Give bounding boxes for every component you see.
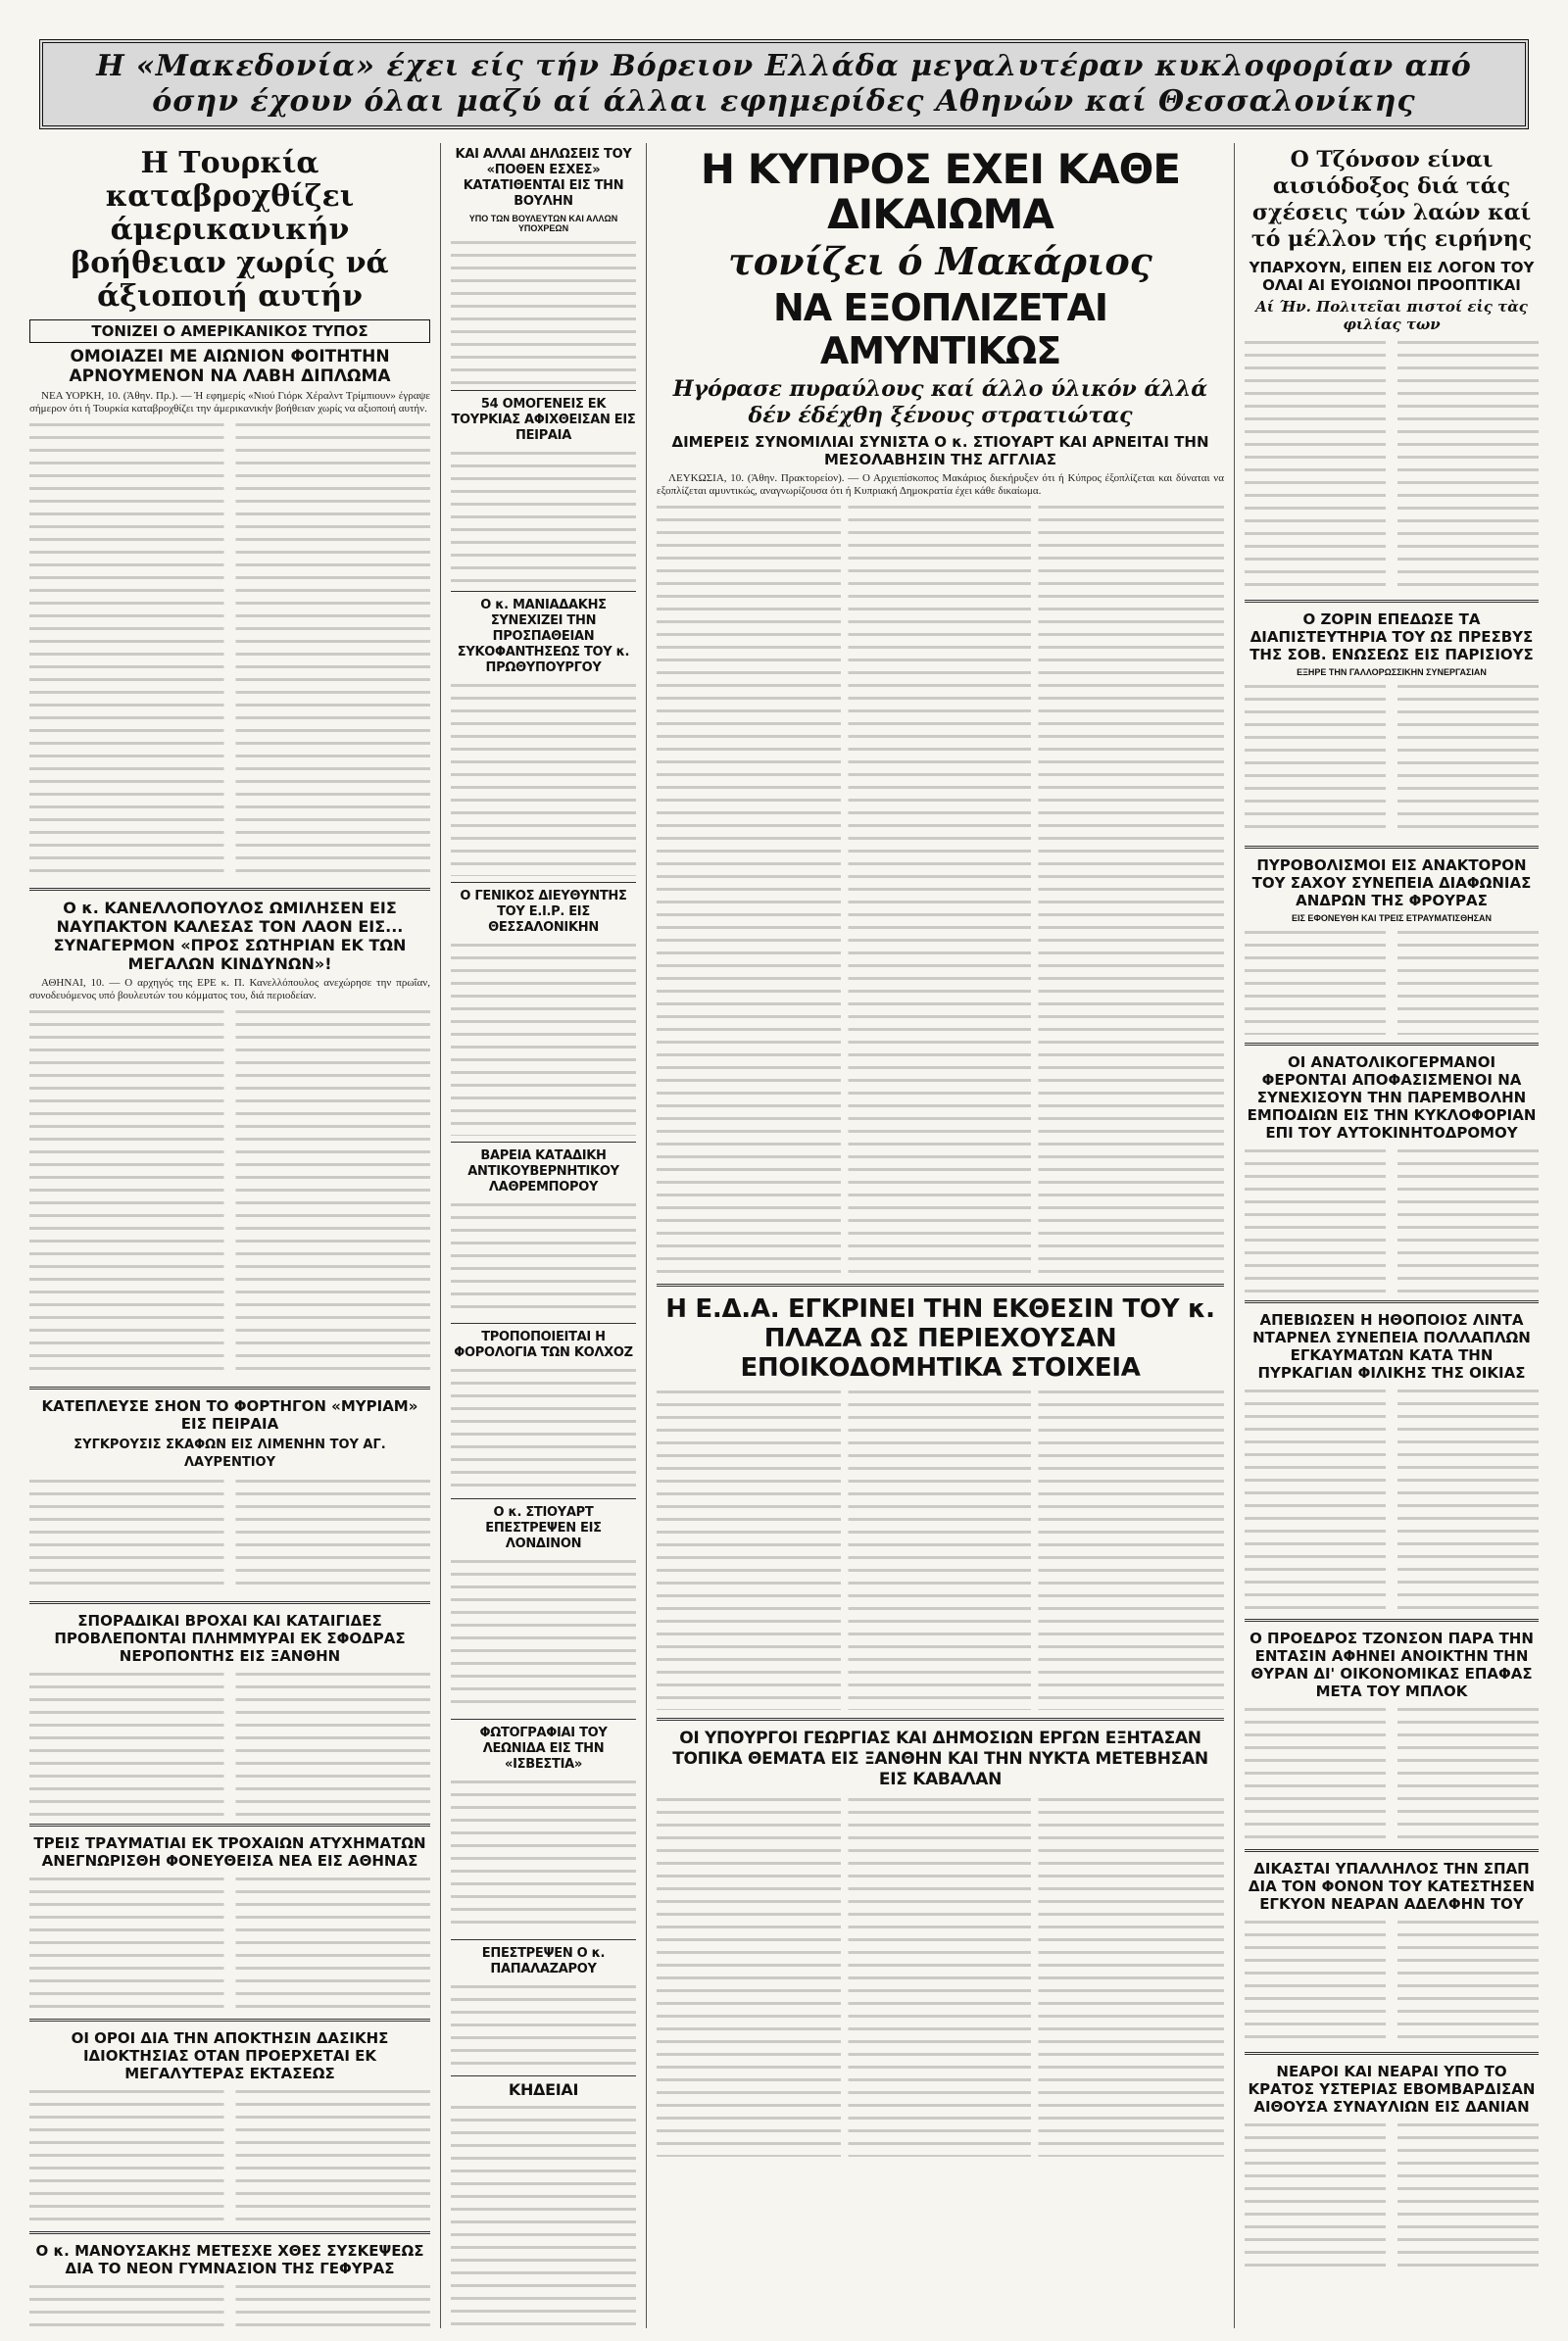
denmark-headline: ΝΕΑΡΟΙ ΚΑΙ ΝΕΑΡΑΙ ΥΠΟ ΤΟ ΚΡΑΤΟΣ ΥΣΤΕΡΙΑΣ ΕΒΟΜΒΑΡΔΙΣΑΝ ΑΙΘΟΥΣΑ ΣΥΝΑΥΛΙΩΝ ΕΙΣ ΔΑΝΙΑΝ	[1248, 2063, 1536, 2116]
col2-article-9-headline: ΕΠΕΣΤΡΕΨΕΝ Ο κ. ΠΑΠΑΛΑΖΑΡΟΥ	[481, 1946, 606, 1976]
trial-body	[1245, 1917, 1539, 2044]
eastgerman-headline: ΟΙ ΑΝΑΤΟΛΙΚΟΓΕΡΜΑΝΟΙ ΦΕΡΟΝΤΑΙ ΑΠΟΦΑΣΙΣΜΕΝΟΙ ΝΑ ΣΥΝΕΧΙΣΟΥΝ ΤΗΝ ΠΑΡΕΜΒΟΛΗΝ ΕΜΠΟΔΙΩΝ ΕΙΣ ΤΗΝ ΚΥΚΛΟΦΟΡΙΑΝ ΕΠΙ ΤΟΥ ΑΥΤΟΚΙΝΗΤΟΔΡΟΜΟΥ	[1247, 1053, 1537, 1142]
col2-article-10-body	[451, 2102, 636, 2328]
johnson-subheadline: ΥΠΑΡΧΟΥΝ, ΕΙΠΕΝ ΕΙΣ ΛΟΓΟΝ ΤΟΥ ΟΛΑΙ ΑΙ ΕΥΟΙΩΝΟΙ ΠΡΟΟΠΤΙΚΑΙ	[1249, 259, 1535, 294]
article-1-body	[29, 419, 430, 880]
article-ministers-headline: ΟΙ ΥΠΟΥΡΓΟΙ ΓΕΩΡΓΙΑΣ ΚΑΙ ΔΗΜΟΣΙΩΝ ΕΡΓΩΝ ΕΞΗΤΑΣΑΝ ΤΟΠΙΚΑ ΘΕΜΑΤΑ ΕΙΣ ΞΑΝΘΗΝ ΚΑΙ ΤΗΝ ΝΥΚΤΑ ΜΕΤΕΒΗΣΑΝ ΕΙΣ ΚΑΒΑΛΑΝ	[672, 1729, 1208, 1789]
col2-article-8-body	[451, 1777, 636, 1933]
article-1-lead-text: ΝΕΑ ΥΟΡΚΗ, 10. (Άθην. Πρ.). — Ή εφημερίς «Νιού Γιόρκ Χέραλντ Τρίμπιουν» έγραψε σήμερον ότι ή Τουρκία καταβροχθίζει την άμερικανικήν βοήθειαν χωρίς να αξιοποιή αυτήν.	[29, 390, 430, 415]
column-4	[1235, 143, 1548, 2328]
col2-article-7-body	[451, 1556, 636, 1713]
col2-article-5-headline: ΒΑΡΕΙΑ ΚΑΤΑΔΙΚΗ ΑΝΤΙΚΟΥΒΕΡΝΗΤΙΚΟΥ ΛΑΘΡΕΜΠΟΡΟΥ	[467, 1148, 619, 1195]
lead-intro	[657, 472, 1224, 498]
johnson-subheadline-2: Αί Ήν. Πολιτεῖαι πιστοί εἰς τὰς φιλίας των	[1255, 298, 1528, 333]
shah-body	[1245, 927, 1539, 1035]
denmark-body	[1245, 2120, 1539, 2267]
article-3-headline: ΚΑΤΕΠΛΕΥΣΕ ΣΗΟΝ ΤΟ ΦΟΡΤΗΓΟΝ «ΜΥΡΙΑΜ» ΕΙΣ ΠΕΙΡΑΙΑ	[41, 1397, 418, 1433]
lead-intro-text: ΛΕΥΚΩΣΙΑ, 10. (Άθην. Πρακτορείον). — Ο Αρχιεπίσκοπος Μακάριος διεκήρυξεν ότι ή Κύπρος έξοπλίζεται και δύναται να εξοπλίζεται αμυντικώς, αναγνωρίζουσα ότι ή Κυπριακή Δημοκρατία έχει κάθε δικαίωμα.	[657, 472, 1224, 497]
article-8-body	[29, 2281, 430, 2328]
article-1-headline: Η Τουρκία καταβροχθίζει άμερικανικήν βοήθειαν χωρίς νά άξιοποιή αυτήν	[71, 146, 389, 314]
column-1	[20, 143, 441, 2328]
darnell-headline: ΑΠΕΒΙΩΣΕΝ Η ΗΘΟΠΟΙΟΣ ΛΙΝΤΑ ΝΤΑΡΝΕΛ ΣΥΝΕΠΕΙΑ ΠΟΛΛΑΠΛΩΝ ΕΓΚΑΥΜΑΤΩΝ ΚΑΤΑ ΤΗΝ ΠΥΡΚΑΓΙΑΝ ΦΙΛΙΚΗΣ ΤΗΣ ΟΙΚΙΑΣ	[1252, 1311, 1531, 1382]
masthead-banner: Η «Μακεδονία» έχει είς τήν Βόρειον Ελλάδα μεγαλυτέραν κυκλοφορίαν από όσην έχουν όλαι μαζύ αί άλλαι εφημερίδες Αθηνών καί Θεσσαλονίκης	[39, 39, 1529, 129]
col2-article-3-headline: Ο κ. ΜΑΝΙΑΔΑΚΗΣ ΣΥΝΕΧΙΖΕΙ ΤΗΝ ΠΡΟΣΠΑΘΕΙΑΝ ΣΥΚΟΦΑΝΤΗΣΕΩΣ ΤΟΥ κ. ΠΡΩΘΥΠΟΥΡΓΟΥ	[457, 598, 630, 675]
shah-subheadline: ΕΙΣ ΕΦΟΝΕΥΘΗ ΚΑΙ ΤΡΕΙΣ ΕΤΡΑΥΜΑΤΙΣΘΗΣΑΝ	[1292, 913, 1492, 923]
col2-article-4-headline: Ο ΓΕΝΙΚΟΣ ΔΙΕΥΘΥΝΤΗΣ ΤΟΥ Ε.Ι.Ρ. ΕΙΣ ΘΕΣΣΑΛΟΝΙΚΗΝ	[460, 889, 627, 935]
article-1-subheadline: ΤΟΝΙΖΕΙ Ο ΑΜΕΡΙΚΑΝΙΚΟΣ ΤΥΠΟΣ	[29, 319, 430, 343]
col2-article-1-headline: ΚΑΙ ΑΛΛΑΙ ΔΗΛΩΣΕΙΣ ΤΟΥ «ΠΟΘΕΝ ΕΣΧΕΣ» ΚΑΤΑΤΙΘΕΝΤΑΙ ΕΙΣ ΤΗΝ ΒΟΥΛΗΝ	[455, 147, 632, 209]
col2-article-10-headline: ΚΗΔΕΙΑΙ	[508, 2080, 579, 2099]
col2-article-7-headline: Ο κ. ΣΤΙΟΥΑΡΤ ΕΠΕΣΤΡΕΨΕΝ ΕΙΣ ΛΟΝΔΙΝΟΝ	[485, 1505, 602, 1551]
article-ministers-body	[657, 1794, 1224, 2157]
col2-article-2-headline: 54 ΟΜΟΓΕΝΕΙΣ ΕΚ ΤΟΥΡΚΙΑΣ ΑΦΙΧΘΕΙΣΑΝ ΕΙΣ ΠΕΙΡΑΙΑ	[451, 397, 636, 443]
lead-headline-italic: τονίζει ό Μακάριος	[728, 239, 1152, 283]
col2-article-8-headline: ΦΩΤΟΓΡΑΦΙΑΙ ΤΟΥ ΛΕΩΝΙΔΑ ΕΙΣ ΤΗΝ «ΙΣΒΕΣΤΙΑ»	[479, 1726, 608, 1772]
col2-article-1-subheadline: ΥΠΟ ΤΩΝ ΒΟΥΛΕΥΤΩΝ ΚΑΙ ΑΛΛΩΝ ΥΠΟΧΡΕΩΝ	[468, 214, 618, 233]
article-6-headline: ΤΡΕΙΣ ΤΡΑΥΜΑΤΙΑΙ ΕΚ ΤΡΟΧΑΙΩΝ ΑΤΥΧΗΜΑΤΩΝ ΑΝΕΓΝΩΡΙΣΘΗ ΦΟΝΕΥΘΕΙΣΑ ΝΕΑ ΕΙΣ ΑΘΗΝΑΣ	[33, 1834, 426, 1870]
darnell-body	[1245, 1386, 1539, 1611]
article-5-headline: ΣΠΟΡΑΔΙΚΑΙ ΒΡΟΧΑΙ ΚΑΙ ΚΑΤΑΙΓΙΔΕΣ ΠΡΟΒΛΕΠΟΝΤΑΙ ΠΛΗΜΜΥΡΑΙ ΕΚ ΣΦΟΔΡΑΣ ΝΕΡΟΠΟΝΤΗΣ ΕΙΣ ΞΑΝΘΗΝ	[54, 1612, 406, 1665]
lead-subheadline: Ηγόρασε πυραύλους καί άλλο ύλικόν άλλά δέν έδέχθη ξένους στρατιώτας	[672, 376, 1208, 428]
article-7-body	[29, 2086, 430, 2223]
col2-article-9-body	[451, 1981, 636, 2070]
lead-subheadline-2: ΔΙΜΕΡΕΙΣ ΣΥΝΟΜΙΛΙΑΙ ΣΥΝΙΣΤΑ Ο κ. ΣΤΙΟΥΑΡΤ ΚΑΙ ΑΡΝΕΙΤΑΙ ΤΗΝ ΜΕΣΟΛΑΒΗΣΙΝ ΤΗΣ ΑΓΓΛΙΑΣ	[671, 433, 1209, 468]
article-8-headline: Ο κ. ΜΑΝΟΥΣΑΚΗΣ ΜΕΤΕΣΧΕ ΧΘΕΣ ΣΥΣΚΕΨΕΩΣ ΔΙΑ ΤΟ ΝΕΟΝ ΓΥΜΝΑΣΙΟΝ ΤΗΣ ΓΕΦΥΡΑΣ	[35, 2242, 424, 2277]
column-3	[647, 143, 1235, 2328]
johnson-body	[1245, 337, 1539, 592]
article-6-body	[29, 1874, 430, 2011]
article-2-body	[29, 1006, 430, 1379]
johnson-headline: Ο Τζόνσον είναι αισιόδοξος διά τάς σχέσεις τών λαών καί τό μέλλον τής ειρήνης	[1250, 147, 1533, 252]
johnson-trade-body	[1245, 1704, 1539, 1841]
article-7-headline: ΟΙ ΟΡΟΙ ΔΙΑ ΤΗΝ ΑΠΟΚΤΗΣΙΝ ΔΑΣΙΚΗΣ ΙΔΙΟΚΤΗΣΙΑΣ ΟΤΑΝ ΠΡΟΕΡΧΕΤΑΙ ΕΚ ΜΕΓΑΛΥΤΕΡΑΣ ΕΚΤΑΣΕΩΣ	[71, 2029, 389, 2082]
article-3-body	[29, 1476, 430, 1593]
trial-headline: ΔΙΚΑΣΤΑΙ ΥΠΑΛΛΗΛΟΣ ΤΗΝ ΣΠΑΠ ΔΙΑ ΤΟΝ ΦΟΝΟΝ ΤΟΥ ΚΑΤΕΣΤΗΣΕΝ ΕΓΚΥΟΝ ΝΕΑΡΑΝ ΑΔΕΛΦΗΝ ΤΟΥ	[1248, 1860, 1536, 1913]
article-1-box-headline: ΟΜΟΙΑΖΕΙ ΜΕ ΑΙΩΝΙΟΝ ΦΟΙΤΗΤΗΝ ΑΡΝΟΥΜΕΝΟΝ ΝΑ ΛΑΒΗ ΔΙΠΛΩΜΑ	[69, 347, 391, 386]
article-2-headline: Ο κ. ΚΑΝΕΛΛΟΠΟΥΛΟΣ ΩΜΙΛΗΣΕΝ ΕΙΣ ΝΑΥΠΑΚΤΟΝ ΚΑΛΕΣΑΣ ΤΟΝ ΛΑΟΝ ΕΙΣ... ΣΥΝΑΓΕΡΜΟΝ «ΠΡΟΣ ΣΩΤΗΡΙΑΝ ΕΚ ΤΩΝ ΜΕΓΑΛΩΝ ΚΙΝΔΥΝΩΝ»!	[53, 899, 407, 973]
article-2-lead	[29, 977, 430, 1002]
columns	[20, 143, 1548, 2328]
column-2	[441, 143, 647, 2328]
col2-article-3-body	[451, 680, 636, 876]
lead-headline: Η ΚΥΠΡΟΣ ΕΧΕΙ ΚΑΘΕ ΔΙΚΑΙΩΜΑ	[700, 145, 1181, 238]
zorin-body	[1245, 681, 1539, 838]
johnson-trade-headline: Ο ΠΡΟΕΔΡΟΣ ΤΖΟΝΣΟΝ ΠΑΡΑ ΤΗΝ ΕΝΤΑΣΙΝ ΑΦΗΝΕΙ ΑΝΟΙΚΤΗΝ ΤΗΝ ΘΥΡΑΝ ΔΙ' ΟΙΚΟΝΟΜΙΚΑΣ ΕΠΑΦΑΣ ΜΕΤΑ ΤΟΥ ΜΠΛΟΚ	[1250, 1630, 1534, 1700]
article-5-body	[29, 1669, 430, 1816]
col2-article-6-headline: ΤΡΟΠΟΠΟΙΕΙΤΑΙ Η ΦΟΡΟΛΟΓΙΑ ΤΩΝ ΚΟΛΧΟΖ	[454, 1330, 633, 1360]
article-2-lead-text: ΑΘΗΝΑΙ, 10. — Ο αρχηγός της ΕΡΕ κ. Π. Κανελλόπουλος ανεχώρησε την πρωΐαν, συνοδευόμενος υπό βουλευτών του κόμματος του, διά περιοδείαν.	[29, 977, 430, 1001]
col2-article-6-body	[451, 1365, 636, 1492]
col2-article-5-body	[451, 1199, 636, 1317]
col2-article-4-body	[451, 940, 636, 1136]
eastgerman-body	[1245, 1146, 1539, 1292]
shah-headline: ΠΥΡΟΒΟΛΙΣΜΟΙ ΕΙΣ ΑΝΑΚΤΟΡΟΝ ΤΟΥ ΣΑΧΟΥ ΣΥΝΕΠΕΙΑ ΔΙΑΦΩΝΙΑΣ ΑΝΔΡΩΝ ΤΗΣ ΦΡΟΥΡΑΣ	[1251, 856, 1532, 909]
article-1-lead	[29, 390, 430, 415]
article-eda-headline: Η Ε.Δ.Α. ΕΓΚΡΙΝΕΙ ΤΗΝ ΕΚΘΕΣΙΝ ΤΟΥ κ. ΠΛΑΖΑ ΩΣ ΠΕΡΙΕΧΟΥΣΑΝ ΕΠΟΙΚΟΔΟΜΗΤΙΚΑ ΣΤΟΙΧΕΙΑ	[665, 1294, 1215, 1383]
article-4-headline: ΣΥΓΚΡΟΥΣΙΣ ΣΚΑΦΩΝ ΕΙΣ ΛΙΜΕΝΗΝ ΤΟΥ ΑΓ. ΛΑΥΡΕΝΤΙΟΥ	[74, 1438, 386, 1470]
lead-headline-2: ΝΑ ΕΞΟΠΛΙΖΕΤΑΙ ΑΜΥΝΤΙΚΩΣ	[772, 286, 1108, 372]
col2-article-2-body	[451, 448, 636, 585]
zorin-subheadline: ΕΞΗΡΕ ΤΗΝ ΓΑΛΛΟΡΩΣΣΙΚΗΝ ΣΥΝΕΡΓΑΣΙΑΝ	[1297, 667, 1487, 677]
article-eda-body	[657, 1387, 1224, 1710]
col2-article-1-body	[451, 237, 636, 384]
zorin-headline: Ο ΖΟΡΙΝ ΕΠΕΔΩΣΕ ΤΑ ΔΙΑΠΙΣΤΕΥΤΗΡΙΑ ΤΟΥ ΩΣ ΠΡΕΣΒΥΣ ΤΗΣ ΣΟΒ. ΕΝΩΣΕΩΣ ΕΙΣ ΠΑΡΙΣΙΟΥΣ	[1250, 610, 1534, 663]
lead-body	[657, 502, 1224, 1276]
